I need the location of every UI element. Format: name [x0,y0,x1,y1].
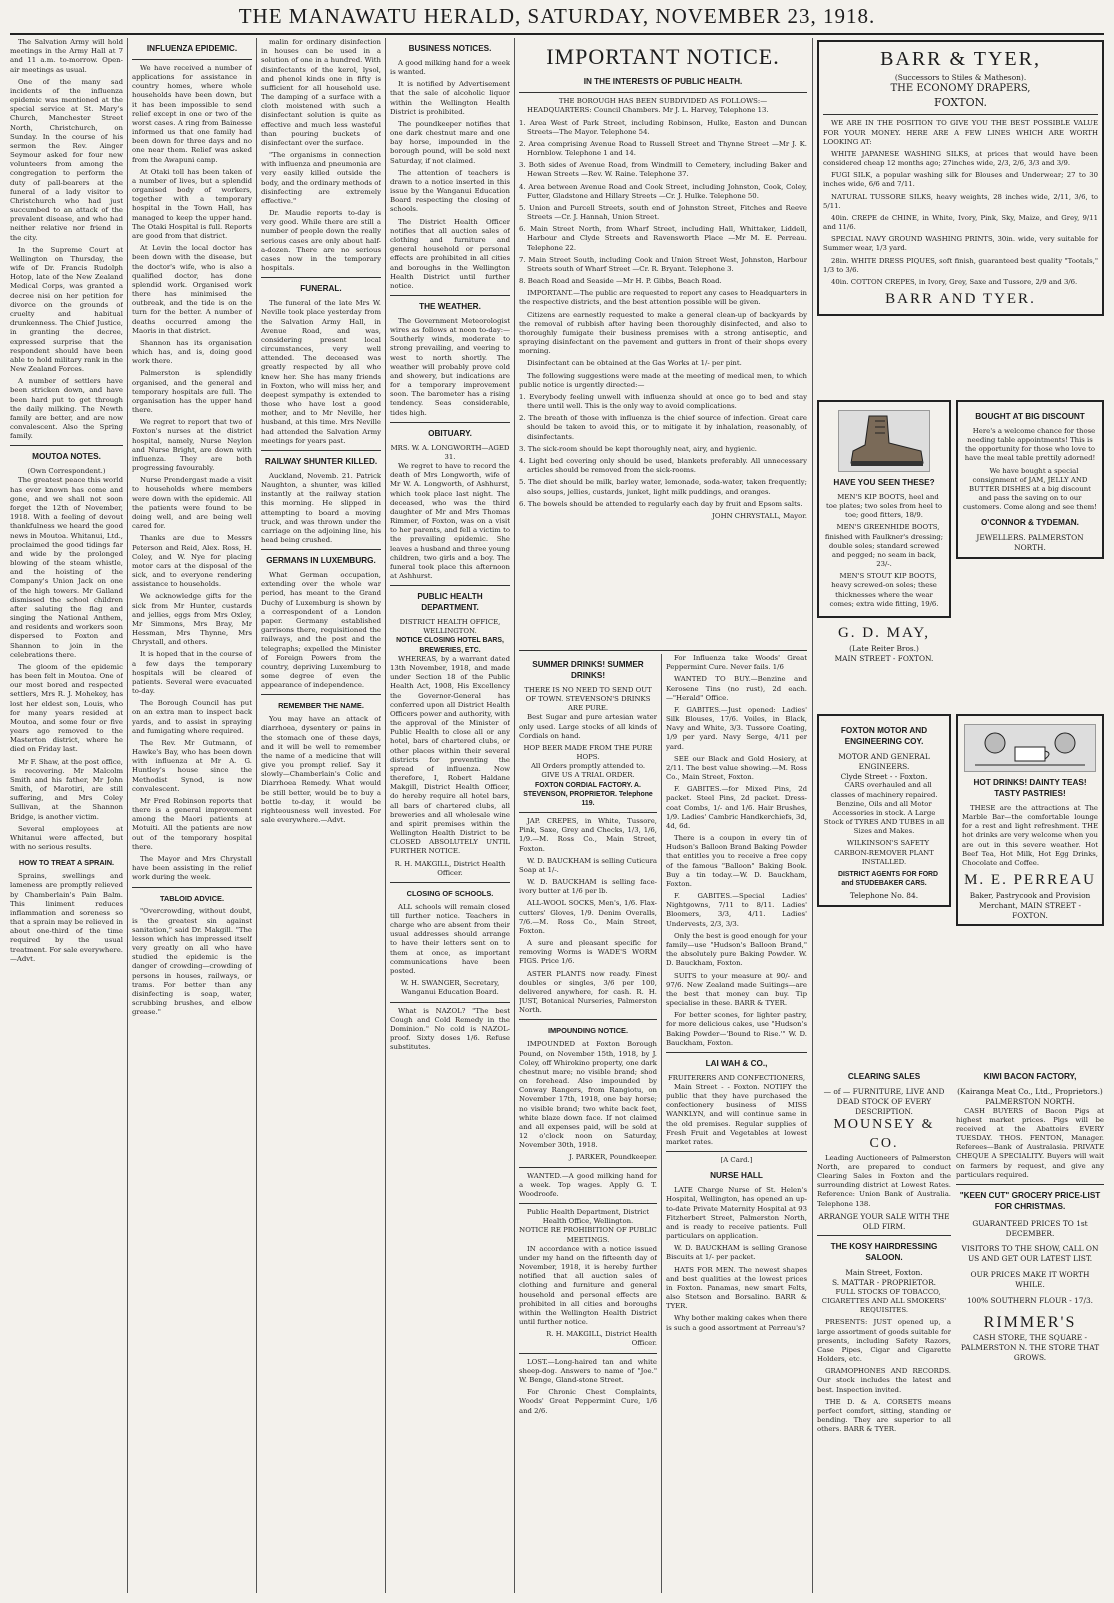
heading-sprain: HOW TO TREAT A SPRAIN. [18,858,115,868]
notice-text: IN accordance with a notice issued under my hand on the fifteenth day of November, 1918, it is hereby further notified that all auction sales of clothing and furniture and general household and personal effects are prohibited in all cities and boroughs within the Wellington Health District until further notice. [519,1244,657,1327]
article-paragraph: The Borough Council has put on an extra man to inspect back yards, and to assist in spraying and fumigating where required. [132,699,252,735]
divider [261,277,381,278]
notice-headquarters: HEADQUARTERS: Council Chambers. Mr J. L. Harvey, Telephone 13. [527,106,769,115]
barr-tyer-intro: WE ARE IN THE POSITION TO GIVE YOU THE BEST POSSIBLE VALUE FOR YOUR MONEY. HERE ARE A FEW LINES WHICH ARE WORTH LOOKING AT: [823,119,1098,146]
article-paragraph: We regret to report that two of Foxton's nurses at the district hospital, namely, Nurse Neylon and Nurse Bright, are down with influenza. They are both progressing favourably. [132,418,252,473]
boot-icon [839,411,929,471]
keen-cut-heading: "KEEN CUT" GROCERY PRICE-LIST FOR CHRISTMAS. [959,1190,1101,1211]
hot-drinks-text: THESE are the attractions at The Marble Bar—the comfortable lounge for a rest and light refreshment. THE hot drinks are very welcome when you are out in this severe weather. Hot Beef Tea, Hot Milk, Hot Egg Drinks, Chocolate and Coffee. [962,803,1098,867]
boots-line: MEN'S GREENHIDE BOOTS, finished with Faulkner's dressing; double soles; standard screwed and pegged; no seam in back, 23/-. [824,523,944,569]
keen-cut-line: GUARANTEED PRICES TO 1st DECEMBER. [972,1218,1088,1238]
notice-text: The following suggestions were made at the meeting of medical men, to which public notice is urgently directed:— [519,371,807,389]
article-paragraph: The funeral of the late Mrs W. Neville took place yesterday from the Salvation Army Hall, in Avenue Road, and was, considering present local circumstances, very well attended. The deceased was greatly respected by all who knew her. She has many friends in Foxton, who will miss her, and deepest sympathy is extended to those who have lost a good mother, and to Mr Neville, her husband, at this time. Mrs Neville had attended the Salvation Army meetings for years past. [261,299,381,445]
barr-tyer-line: 28in. WHITE DRESS PIQUES, soft finish, guaranteed best quality "Tootals," 1/3 to 3/6. [823,256,1098,274]
divider [10,445,123,446]
masthead: THE MANAWATU HERALD, SATURDAY, NOVEMBER 23, 1918. [238,4,876,28]
motor-studebaker: DISTRICT AGENTS FOR FORD and STUDEBAKER CARS. [837,870,939,888]
clearing-text: Leading Auctioneers of Palmerston North, are prepared to conduct Clearing Sales in Foxton and the surrounding district at Lowest Rates. Reference: Union Bank of Australia. Telephone 138. [817,1153,951,1208]
ad-text: LATE Charge Nurse of St. Helen's Hospital, Wellington, has opened an up-to-date Private Maternity Hospital at 93 Fitzherbert Street, Palmerston North, and is ready to receive patients. Full particulars on application. [666,1186,807,1241]
article-paragraph: Auckland, Novemb. 21. Patrick Naughton, a shunter, was killed instantly at the railway station this morning. He slipped in attempting to board a moving truck, and was thrown under the carriage on the adjoining line, his head being crushed. [261,471,381,545]
kosy-gramophones: GRAMOPHONES AND RECORDS. Our stock includes the latest and best. Inspection invited. [817,1367,951,1394]
article-paragraph: Thanks are due to Messrs Peterson and Reid, Alex. Ross, H. Coley, and W. Nye for placing motor cars at the disposal of the sick, and to everyone rendering assistance to households. [132,534,252,589]
classified: F. GABITES.—Special Ladies' Nightgowns, 7/11 to 8/11. Ladies' Bloomers, 3/3, 4/11. Ladies' Undervests, 2/3, 3/3. [666,892,807,928]
motor-street: Clyde Street - - Foxton. [840,771,928,781]
column-divider [812,38,813,1593]
signature: JOHN CHRYSTALL, Mayor. [712,511,807,520]
kiwi-heading: KIWI BACON FACTORY, [983,1072,1077,1081]
discount-sign2: JEWELLERS. PALMERSTON NORTH. [976,533,1084,553]
boots-question: HAVE YOU SEEN THESE? [833,478,935,487]
ad-line: Best Sugar and pure artesian water only used. Large stocks of all kinds of Cordials on hand. [519,713,657,740]
kiwi-town: PALMERSTON NORTH. [985,1096,1075,1106]
column-5 [519,654,657,1593]
article-paragraph: Shannon has its organisation which has, and is, doing good work there. [132,338,252,366]
classified: HATS FOR MEN. The newest shapes and best qualities at the lowest prices in Foxton. Panamas, new smart Felts, also Stetson and Borsalino. BARR & TYER. [666,1265,807,1311]
obituary-subhead: MRS. W. A. LONGWORTH—AGED 31. [390,443,510,461]
classified: W. D. BAUCKHAM is selling face-ivory butter at 1/6 per lb. [519,878,657,896]
ad-text: Main Street - - Foxton. NOTIFY the public that they have purchased the confectionery business of MISS WANKLYN, and will continue same in the old premises. Regular supplies of Fresh Fruit and Vegetables at lowest market rates. [666,1082,807,1146]
article-paragraph: A number of settlers have been stricken down, and have been hard put to get through the daily milking. The Newth family are better, and are now convalescent. Also the Spring family. [10,377,123,441]
signature: W. H. SWANGER, Secretary, Wanganui Education Board. [400,979,500,997]
kosy-text: FULL STOCKS OF TOBACCO, CIGARETTES AND ALL SMOKERS' REQUISITES. [821,1287,947,1315]
classified: W. D. BAUCKHAM is selling Granose Biscuits at 1/- per packet. [666,1244,807,1262]
clearing-sub: — of — FURNITURE, LIVE AND DEAD STOCK OF EVERY DESCRIPTION. [823,1086,945,1116]
hot-drinks-box [956,714,1104,926]
classified: Why bother making cakes when there is such a good assortment at Perreau's? [666,1314,807,1332]
heading-public-health: PUBLIC HEALTH DEPARTMENT. [417,592,483,613]
rimmers-sub: CASH STORE, THE SQUARE - PALMERSTON N. THE STORE THAT GROWS. [960,1332,1100,1362]
motor-ad [817,712,951,1062]
heading-closing-schools: CLOSING OF SCHOOLS. [406,888,494,898]
article-paragraph: At Otaki toll has been taken of a number of lives, but a splendid organised body of workers, together with a temporary hospital in the Town Hall, has managed to keep the upper hand. The Otaki Hospital is full. Reports are good from that district. [132,167,252,240]
heading-impounding: IMPOUNDING NOTICE. [547,1026,629,1036]
barr-tyer-town: FOXTON. [933,95,988,109]
heading-summer-drinks: SUMMER DRINKS! SUMMER DRINKS! [532,660,644,680]
motor-sub: MOTOR AND GENERAL ENGINEERS. [838,751,930,771]
area-list [519,119,807,287]
article-paragraph: What German occupation, extending over the whole war period, has meant to the Grand Duchy of Luxemburg is shown by a correspondent of a London paper. Germany established garrisons there, requisitioned the railways, and the post and the telegraphs; expelled the Minister of Foreign Powers from the country, depriving Luxemburg to some degree of even the appearance of independence. [261,571,381,690]
column-divider [514,38,515,1593]
column-divider [127,38,128,1593]
rimmers-name: RIMMER'S [983,1313,1077,1331]
signature: R. H. MAKGILL, District Health Officer. [394,859,506,877]
article-paragraph: Nurse Prendergast made a visit to households where members were down with the epidemic. All the patients were found to be doing well, and are being well cared for. [132,476,252,531]
heading-railway: RAILWAY SHUNTER KILLED. [264,456,378,466]
column-2 [132,38,252,1593]
area-item: 1. Area West of Park Street, including Robinson, Hulke, Easton and Duncan Streets—The Mayor. Telephone 54. [519,118,807,136]
notice-item: It is notified by Advertisement that the sale of alcoholic liquor within the Wellington Health District is prohibited. [390,80,510,116]
subhead: DISTRICT HEALTH OFFICE, WELLINGTON. [399,618,501,636]
classified: JAP. CREPES, in White, Tussore, Pink, Saxe, Grey and Checks, 1/3, 1/6, 1/9.—M. Ross Co., Main Street, Foxton. [519,817,657,853]
classified: SUITS to your measure at 90/- and 97/6. New Zealand made Suitings—are the best that money can buy. Tip specialise in these. BARR & TYER. [666,971,807,1008]
divider [132,59,252,60]
divider [519,1203,657,1204]
clearing-sales-ad [817,1066,951,1593]
notice-item: A good milking hand for a week is wanted. [390,58,510,77]
barr-tyer-sub2: THE ECONOMY DRAPERS, [890,83,1031,95]
teacup-icon [965,725,1095,771]
article-paragraph: The gloom of the epidemic has been felt in Moutoa. One of our most bored and respected settlers, Mrs R. J. Mohekey, has lost her eldest son, Louis, who for many years resided at Moutoa, and some four or five years ago removed to the Masterton district, where he died on Friday last. [10,662,123,754]
byline: (Own Correspondent.) [27,467,106,476]
clearing-arrange: ARRANGE YOUR SALE WITH THE OLD FIRM. [818,1211,950,1231]
kosy-street: Main Street, Foxton. [845,1268,923,1278]
notice-item: The attention of teachers is drawn to a notice inserted in this issue by the Wanganui Education Board respecting the closing of schools. [390,168,510,214]
cafe-illustration [964,724,1096,772]
area-item: 8. Beach Road and Seaside —Mr H. P. Gibbs, Beach Road. [519,277,722,286]
area-item: 2. Area comprising Avenue Road to Russell Street and Thynne Street —Mr J. K. Hornblow. Telephone 1 and 14. [519,139,807,158]
advertisement: What is NAZOL? "The best Cough and Cold Remedy in the Dominion." No cold is NAZOL-proof. Sixty doses 1/6. Refuse substitutes. [390,1006,510,1052]
perreau-sub: Baker, Pastrycook and Provision Merchant, MAIN STREET - FOXTON. [969,890,1091,920]
article-paragraph: Several employees at Whitanui were affected, but with no serious results. [10,824,123,852]
column-6 [666,654,807,1593]
motor-wilkinson: WILKINSON'S SAFETY CARBON-REMOVER PLANT INSTALLED. [834,839,934,866]
lai-wah-heading: LAI WAH & CO., [705,1058,768,1068]
divider [390,1002,510,1003]
barr-tyer-line: 40in. CREPE de CHINE, in White, Ivory, Pink, Sky, Maize, and Grey, 9/11 and 11/6. [823,213,1098,232]
article-paragraph: The Rev. Mr Gutmann, of Hawke's Bay, who has been down with influenza at Mr A. G. Huntley's house since the Methodist Synod, is now convalescent. [132,738,252,793]
perreau-name: M. E. PERREAU [964,872,1096,889]
heading-funeral: FUNERAL. [300,284,342,294]
divider [956,1184,1104,1185]
article-paragraph: Mr F. Shaw, at the post office, is recovering. Mr Malcolm Smith and his father, Mr John Smith, of Marotiri, are still suffering, and Mrs Coley Sullivan, at the Shannon Bridge, is another victim. [10,757,123,821]
column-1 [10,38,123,1593]
rule-item: 6. The bowels should be attended to regularly each day by fruit and Epsom salts. [519,499,803,508]
motor-box [817,714,951,907]
motor-phone: Telephone No. 84. [849,891,919,901]
article-paragraph: We acknowledge gifts for the sick from Mr Hunter, custards and jellies, eggs from Mrs Oxley, Mr Simmons, Mrs Bray, Mr Hessman, Mrs Thynne, Mrs Chrystall, and others. [132,592,252,647]
keen-cut-line: VISITORS TO THE SHOW, CALL ON US AND GET OUR LATEST LIST. [961,1244,1099,1264]
divider [261,694,381,695]
notice-text: IMPOUNDED at Foxton Borough Pound, on November 15th, 1918, by J. Coley, off Whirokino property, one dark chestnut mare; no visible brand; shod on forehead. Also impounded by Conway Rangers, from Rangiotu, on November 17th, 1918, one bay horse; no visible brand; two white back feet, white blaze down face. If not claimed and all expenses paid, will be sold at 12 o'clock noon on Saturday, November 30th, 1918. [519,1040,657,1150]
discount-ad [956,398,1104,708]
ad-line: THERE IS NO NEED TO SEND OUT OF TOWN. STEVENSON'S DRINKS ARE PURE. [524,685,652,713]
classified: A sure and pleasant specific for removing Worms is WADE'S WORM FIGS. Price 1/6. [519,939,657,966]
heading-germans: GERMANS IN LUXEMBURG. [266,556,376,566]
boot-image [838,410,930,472]
classified: F. GABITES.—Just opened: Ladies' Silk Blouses, 17/6. Voiles, in Black, Navy and White, 3/3. Tussore Coating, 1/9 per yard. Navy Serge, 4/11 per yard. [666,705,807,751]
divider [261,450,381,451]
heading-business: BUSINESS NOTICES. [408,44,492,53]
notice-item: The District Health Officer notifies that all auction sales of clothing and furniture and general household or personal effects are prohibited in all cities and boroughs in the Wellington Health District until further notice. [390,217,510,290]
divider [666,1052,807,1053]
boots-box [817,400,951,618]
article-paragraph: The Salvation Army will hold meetings in the Army Hall at 7 and 11 a.m. to-morrow. Open-air meetings as usual. [10,38,123,74]
hot-drinks-heading: HOT DRINKS! DAINTY TEAS! TASTY PASTRIES! [973,778,1087,798]
column-4 [390,38,510,1593]
discount-special: We have bought a special consignment of JAM, JELLY AND BUTTER DISHES at a big discount and pass the saving on to our customers. Come along and see them! [963,466,1097,512]
barr-tyer-line: 40in. COTTON CREPES, in Ivory, Grey, Saxe and Tussore, 2/9 and 3/6. [831,277,1078,286]
barr-tyer-title: BARR & TYER, [880,48,1041,70]
article-paragraph: "The organisms in connection with influenza and pneumonia are very easily killed outside the body, and the ordinary methods of disinfecting are extremely effective." [261,151,381,205]
classified: There is a coupon in every tin of Hudson's Balloon Brand Baking Powder that entitles you to receive a free copy of the famous "Balloon" Baking Book. Buy a tin today.—W. D. Bauckham, Foxton. [666,834,807,888]
motor-text: CARS overhauled and all classes of machinery repaired. Benzine, Oils and all Motor Accessories in stock. A Large Stock of TYRES AND TUBES in all Sizes and Makes. [823,781,945,836]
article-paragraph: The Mayor and Mrs Chrystall have been assisting in the relief work during the week. [132,855,252,882]
notice-heading: Public Health Department, District Health Office, Wellington. [526,1208,650,1226]
classified: For better scones, for lighter pastry, for more delicious cakes, use "Hudson's Baking Powder—'Bound to Rise.'" W. D. Bauckham, Foxton. [666,1011,807,1047]
article-paragraph: We have received a number of applications for assistance in country homes, where whole households have been down, but it has been impossible to send relief except in one or two of the worst cases. A ring from Bainesse informed us that one family had been down for three days and no one near them. Relief was asked from the Awapuni camp. [132,63,252,164]
boots-line: MEN'S KIP BOOTS, heel and toe plates; two soles from heel to toe; good fitters, 18/9. [825,492,943,520]
area-item: 6. Main Street North, from Wharf Street, including Hall, Whittaker, Liddell, Harbour and Clyde Streets and Ravensworth Place —Mr M. E. Perreau. Telephone 22. [519,225,807,252]
article-paragraph: The greatest peace this world has ever known has come and gone, and we shall not soon forget the 12th of November, 1918. With a feeling of devout thankfulness we heard the good news in Moutoa. Whitanui, Ltd., proclaimed the good tidings far and wide by the prolonged blowing of the steam whistle, and the hoisting of the Company's Union Jack on one of the high towers. Mr Galland dismissed the school children after saluting the flag and singing the National Anthem, and residents and workers soon dispersed to Foxton and Shannon to join in the celebrations there. [10,476,123,659]
divider [519,1353,657,1354]
notice-text: Disinfectant can be obtained at the Gas Works at 1/- per pint. [527,359,742,368]
article-paragraph: We regret to have to record the death of Mrs Longworth, wife of Mr W. A. Longworth, of Ashhurst, which took place last night. The deceased, who was the third daughter of Mr and Mrs Thomas Rimmer, of Foxton, was on a visit to her parents, and fell a victim to the prevailing epidemic. She leaves a husband and three young children, two girls and a boy. The funeral took place this afternoon at Ashhurst. [390,462,510,581]
ad-line: All Orders promptly attended to. [530,762,646,771]
notice-title: IMPORTANT NOTICE. [546,44,780,69]
nurse-hall-heading: NURSE HALL [710,1171,763,1181]
article-paragraph: The Government Meteorologist wires as follows at noon to-day:—Southerly winds, moderate to strong prevailing, and veering to west to north shortly. The weather will probably prove cold and showery, but indications are for a temporary improvement soon. The barometer has a rising tendency. Seas considerable, tides high. [390,316,510,417]
lai-wah-sub: FRUITERERS AND CONFECTIONERS, [667,1073,806,1082]
ad-line: HOP BEER MADE FROM THE PURE HOPS. [523,743,653,762]
heading-weather: THE WEATHER. [419,302,481,312]
discount-box [956,400,1104,559]
divider [132,887,252,888]
heading-remember: REMEMBER THE NAME. [278,701,364,711]
divider [390,585,510,586]
article-paragraph: In the Supreme Court at Wellington on Thursday, the wife of Dr. Francis Rudolph Hotop, late of the New Zealand Medical Corps, was granted a decree nisi on her petition for divorce on the grounds of cruelty and habitual drunkenness. The Chief Justice, in granting the decree, expressed surprise that the respondent should have been able to hold military rank in the New Zealand Forces. [10,245,123,374]
rule-item: 3. The sick-room should be kept thoroughly neat, airy, and hygienic. [519,444,758,453]
notice-subtitle: IN THE INTERESTS OF PUBLIC HEALTH. [583,77,743,87]
rule-item: 2. The breath of those with influenza is the chief source of infection. Great care should be taken to avoid this, or to mitigate it by inhalation, reasonably, of disinfectants. [519,414,807,441]
area-item: 7. Main Street South, including Cook and Union Street West, Johnston, Harbour Streets south of Wharf Street —Cr. R. Bryant. Telephone 3. [519,255,807,273]
area-item: 3. Both sides of Avenue Road, from Windmill to Cemetery, including Baker and Hewan Streets —Rev. W. Raine. Telephone 37. [519,161,807,179]
classified: WANTED.—A good milking hand for a week. Top wages. Apply G. T. Woodroofe. [519,1171,657,1198]
notice-subhead: NOTICE RE PROHIBITION OF PUBLIC MEETINGS. [519,1226,657,1244]
divider [390,422,510,423]
mounsey-name: MOUNSEY & CO. [833,1117,935,1152]
classified: For Chronic Chest Complaints, Woods' Great Peppermint Cure, 1/6 and 2/6. [519,1388,657,1415]
gd-may-name: G. D. MAY, [837,624,931,641]
gd-may-sub: (Late Reiter Bros.) [849,643,919,653]
classified: W. D. BAUCKHAM is selling Cuticura Soap at 1/-. [519,856,657,874]
kiwi-text: CASH BUYERS of Bacon Pigs at highest market prices. Pigs will be received at the Abattoirs EVERY TUESDAY. THOS. FENTON, Manager. Referees—Bank of Australasia. PRIVATE CHEQUE A SPECIALITY. Buyers will wait on farmers by request, and give any particulars required. [956,1106,1104,1179]
gd-may-address: MAIN STREET - FOXTON. [834,653,934,663]
ad-line: GIVE US A TRIAL ORDER. [541,771,635,780]
kosy-corsets: THE D. & A. CORSETS means perfect comfort, sitting, standing or bending. They are superior to all others. BARR & TYER. [817,1397,951,1434]
divider [390,295,510,296]
divider [519,1167,657,1168]
keen-cut-line: 100% SOUTHERN FLOUR - 17/3. [966,1295,1093,1305]
column-divider [661,654,662,1593]
barr-tyer-footer: BARR AND TYER. [885,291,1036,308]
motor-heading: FOXTON MOTOR AND ENGINEERING COY. [840,726,928,746]
advertisement: Sprains, swellings and lameness are promptly relieved by Chamberlain's Pain Balm. This liniment reduces inflammation and soreness so that a sprain may be relieved in about one-third of the time required by the usual treatment. For sale everywhere.—Advt. [10,872,123,963]
notice-text: ALL schools will remain closed till further notice. Teachers in charge who are absent from their usual addresses should arrange to have their letters sent on to them at once, as important communications have been posted. [390,902,510,975]
divider [390,882,510,883]
barr-tyer-sub1: (Successors to Stiles & Matheson). [894,72,1027,82]
heading-influenza: INFLUENZA EPIDEMIC. [146,44,238,53]
kosy-presents: PRESENTS: JUST opened up, a large assortment of goods suitable for presents, including Safety Razors, Case Pipes, Cigar and Cigarette Holders, etc. [817,1318,951,1364]
divider [666,1151,807,1152]
keen-cut-line: OUR PRICES MAKE IT WORTH WHILE. [970,1270,1090,1289]
area-item: 5. Union and Purcell Streets, south end of Johnston Street, Fitches and Reeve Streets —Cr. J. Hannah, Union Street. [519,203,807,222]
clearing-heading: CLEARING SALES [847,1072,921,1081]
barr-tyer-line: NATURAL TUSSORE SILKS, heavy weights, 28 inches wide, 2/11, 3/6, to 5/11. [823,192,1098,210]
notice-text: IMPORTANT.—The public are requested to report any cases to Headquarters in the respective districts, and the best attention possible will be given. [519,289,807,307]
divider [519,812,657,813]
discount-heading: BOUGHT AT BIG DISCOUNT [975,412,1085,421]
kiwi-sub: (Kairanga Meat Co., Ltd., Proprietors.) [957,1086,1103,1096]
area-item: 4. Area between Avenue Road and Cook Street, including Johnston, Cook, Coley, Futter, Gladstone and Hillary Streets —Cr. J. Hulke. Telephone 50. [519,182,807,200]
discount-text: Here's a welcome chance for those needing table appointments! This is the opportunity for those who love to have the meal table prettily adorned! [964,426,1096,463]
barr-tyer-box [817,40,1104,316]
rules-list [519,393,807,509]
signature: J. PARKER, Poundkeeper. [569,1153,657,1162]
article-paragraph: It is hoped that in the course of a few days the temporary hospitals will be cleared of patients. Several were evacuated to-day. [132,650,252,696]
barr-tyer-ad [817,38,1104,388]
classified: SEE our Black and Gold Hosiery, at 2/11. The best value showing.—M. Ross Co., Main Street, Foxton. [666,754,807,782]
rule-item: 5. The diet should be milk, barley water, lemonade, soda-water, taken frequently; also soups, jellies, custards, junket, light milk puddings, and oranges. [519,478,807,496]
discount-sign: O'CONNOR & TYDEMAN. [981,518,1079,528]
article-paragraph: malin for ordinary disinfection in houses can be used in a solution of one in a hundred. With disinfectants of the kerol, lysol, and phenol kinds one in fifty is sufficient for all household use. The damping of a surface with a cloth moistened with such a disinfectant solution is quite as effective and much less wasteful than pouring buckets of disinfectant over the surface. [261,38,381,147]
barr-tyer-line: WHITE JAPANESE WASHING SILKS, at prices that would have been considered cheap 12 months ago; 27inches wide, 2/3, 2/6, 3/3 and 3/9. [823,149,1098,168]
article-paragraph: Palmerston is splendidly organised, and the general and temporary hospitals are full. The organisation has the upper hand there. [132,369,252,415]
article-paragraph: Mr Fred Robinson reports that there is a general improvement among the Maori patients at Motuiti. All the patients are now out of the temporary hospital there. [132,796,252,851]
divider [519,1019,657,1020]
barr-tyer-line: SPECIAL NAVY GROUND WASHING PRINTS, 30in. wide, very suitable for Summer wear, 1/3 yard. [823,235,1098,253]
subhead: NOTICE CLOSING HOTEL BARS, BREWERIES, ETC. [396,637,504,654]
heading-obituary: OBITUARY. [428,428,472,438]
boots-ad [817,398,951,708]
classified: WANTED TO BUY.—Benzine and Kerosene Tins (no rust), 2d each.—"Herald" Office. [666,675,807,702]
rule-item: 4. Light bed covering only should be used, blankets preferably. All unnecessary articles should be removed from the sick-rooms. [519,457,807,475]
barr-tyer-line: FUGI SILK, a popular washing silk for Blouses and Underwear; 27 to 30 inches wide, 6/6 and 7/11. [823,171,1098,189]
advertisement: You may have an attack of diarrhoea, dysentery or pains in the stomach one of these days, and it will be well to remember the name of a medicine that will give you prompt relief. Say it slowly—Chamberlain's Colic and Diarrhoea Remedy. What would be still better, would be to buy a bottle to-day, it would be righteousness well invested. For sale everywhere.—Advt. [261,715,381,825]
boots-line: MEN'S STOUT KIP BOOTS, heavy screwed-on soles; these thicknesses where the wear comes; extra wide fitting, 19/6. [829,572,939,608]
article-paragraph: "Overcrowding, without doubt, is the greatest sin against sanitation," said Dr. Makgill. "The lesson which has impressed itself very greatly on all who have studied the epidemic is the danger of crowding—crowding of persons in houses, railways, or trams. For better than any disinfecting is soap, water, scrubbing brushes, and elbow grease." [132,907,252,1017]
heading-tabloid-advice: TABLOID ADVICE. [159,893,225,903]
notice-text: WHEREAS, by a warrant dated 13th November, 1918, and made under Section 18 of the Public Health Act, 1908, His Excellency the Governor-General has conferred upon all District Health Officers power and authority, with the approval of the Minister of Public Health to close all or any hotel, bars of chartered clubs, or other places within their several districts for preventing the spread of influenza. Now therefore, I, Robert Haldane Makgill, District Health Officer, do hereby require all hotel bars, all bars of chartered clubs, all breweries and all wholesale wine and spirit premises within the Wellington Health District to be CLOSED ABSOLUTELY UNTIL FURTHER NOTICE. [390,654,510,856]
notice-subdivided: THE BOROUGH HAS BEEN SUBDIVIDED AS FOLLOWS:— [558,97,768,106]
notice-text: Citizens are earnestly requested to make a general clean-up of backyards by the removal of rubbish after having been thoroughly disinfected, and also to thoroughly fumigate their business premises with a strong antiseptic, and spraying disinfectant on the pavement and gutters in front of their shops every morning. [519,310,807,356]
classified: LOST.—Long-haired tan and white sheep-dog. Answers to name of "Joe." W. Benge, Gland-stone Street. [519,1357,657,1384]
classified: Only the best is good enough for your family—use "Hudson's Balloon Brand," the absolutely pure Baking Powder. W. D. Bauckham, Foxton. [666,931,807,968]
masthead-rule [10,33,1104,35]
article-paragraph: Dr. Maudie reports to-day is very good. While there are still a number of people down the really serious cases are only about half-a-dozen. There are no serious cases now in the temporary hospitals. [261,209,381,273]
kiwi-bacon-ad [956,1066,1104,1593]
divider [261,549,381,550]
heading-moutoa-notes: MOUTOA NOTES. [32,452,101,462]
divider [519,92,807,93]
article-paragraph: One of the many sad incidents of the influenza epidemic was mentioned at the special service at St. Mary's Church, Manchester Street North, Christchurch, on Sunday. In the course of his sermon the Rev. Ainger Seymour asked for four new volunteers from among the congregation to perform the duty of pall-bearers at the funeral of a lady visitor to Christchurch who had just succumbed to an attack of the prevalent disease, and who had neither relative nor friend in the city. [10,77,123,242]
notice-bottom-rule [519,650,807,651]
classified: ASTER PLANTS now ready. Finest doubles or singles, 3/6 per 100, delivered anywhere, for cash. R. H. JUST, Botanical Nurseries, Palmerston North. [519,969,657,1015]
ad-line: FOXTON CORDIAL FACTORY. A. STEVENSON, PROPRIETOR. Telephone 119. [523,781,653,807]
notice-item: The poundkeeper notifies that one dark chestnut mare and one bay horse, impounded in the borough pound, will be sold next Saturday, if not claimed. [390,119,510,165]
signature: R. H. MAKGILL, District Health Officer. [546,1330,657,1348]
kosy-prop: S. MATTAR - PROPRIETOR. [831,1278,937,1288]
kosy-heading: THE KOSY HAIRDRESSING SALOON. [830,1242,938,1263]
card-label: [A Card.] [720,1156,753,1165]
rule-item: 1. Everybody feeling unwell with influenza should at once go to bed and stay there until well. This is the only way to avoid complications. [519,392,807,411]
classified: F. GABITES.—for Mixed Pins, 2d packet. Steel Pins, 2d packet. Dress-coat Combs, 1/- and 1/6. Hair Brushes, 1/9. Ladies' Cambric Handkerchiefs, 3d, 4d, 6d. [666,785,807,830]
divider [817,1235,951,1236]
article-paragraph: At Levin the local doctor has been down with the disease, but the doctor's wife, who is also a qualified doctor, has done splendid work. Organised work there has minimised the outbreak, and the tide is on the turn for the better. A number of deaths occurred among the Maoris in that district. [132,244,252,335]
classified: ALL-WOOL SOCKS, Men's, 1/6. Flax-cutters' Gloves, 1/9. Denim Overalls, 7/6.—M. Ross Co., Main Street, Foxton. [519,899,657,935]
column-3 [261,38,381,1593]
column-divider [256,38,257,1593]
classified: For Influenza take Woods' Great Peppermint Cure. Never fails. 1/6 [666,654,807,672]
important-notice [519,38,807,648]
column-divider [385,38,386,1593]
divider [823,114,1098,115]
hot-drinks-ad [956,712,1104,1062]
